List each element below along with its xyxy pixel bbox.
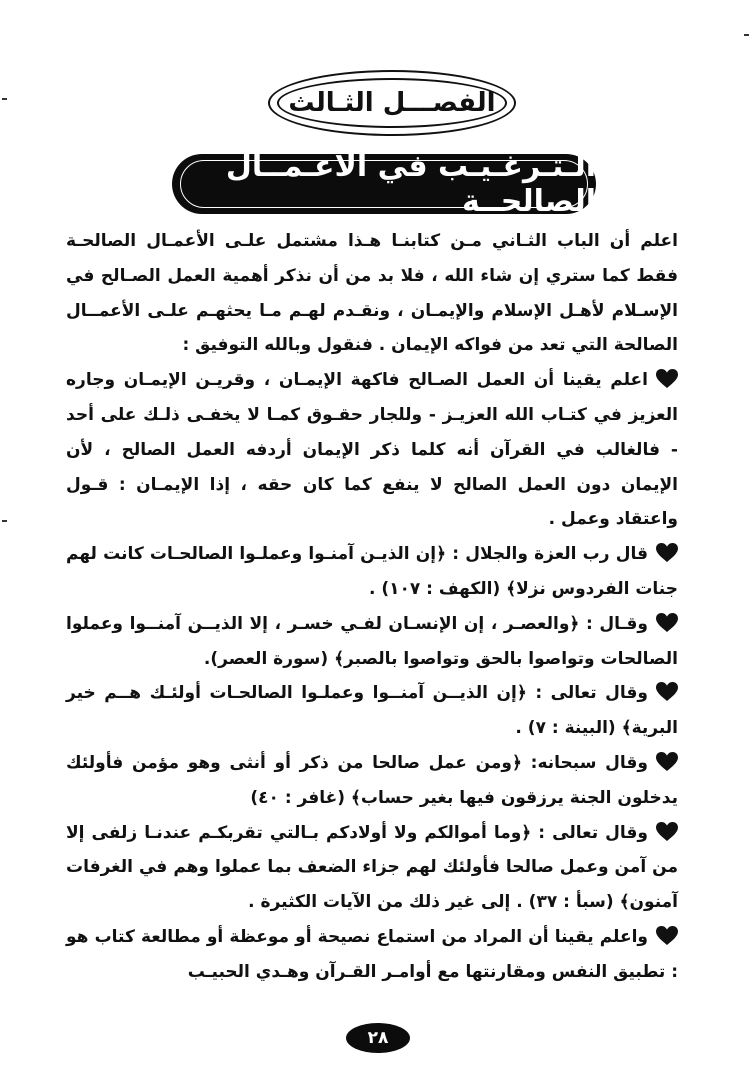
heart-icon (656, 613, 678, 633)
section-title: الـتـرغـيـب في الأعـمــال الصالحــة (225, 149, 596, 219)
chapter-heading-frame (268, 70, 516, 136)
scan-mark-middle (2, 520, 7, 522)
paragraph (66, 816, 678, 920)
paragraph-text: واعلم يقينا أن المراد من استماع نصيحة أو موعظة أو مطالعة كتاب هو : تطبيق النفس ومقارنتها مع أوامـر القـرآن وهـدي الحبيـب (66, 926, 678, 982)
paragraph (66, 607, 678, 677)
paragraph-text: وقـال : ﴿والعصـر ، إن الإنسـان لفـي خسـر ، إلا الذيــن آمنــوا وعملوا الصالحات وتواصوا بالحق وتواصوا بالصبر﴾ (سورة العصر). (66, 613, 678, 669)
paragraph-text: وقال سبحانه: ﴿ومن عمل صالحا من ذكر أو أنثى وهو مؤمن فأولئك يدخلون الجنة يرزقون فيها بغير حساب﴾ (غافر : ٤٠) (66, 752, 678, 808)
paragraph (66, 676, 678, 746)
scan-mark-top (2, 98, 7, 100)
paragraph (66, 746, 678, 816)
paragraph-text: اعلم أن الباب الثـاني مـن كتابنـا هـذا مشتمل علـى الأعمـال الصالحـة فقط كما ستري إن شاء الله ، فلا بد من أن نذكر أهمية العمل الصـالح في الإسـلام لأهـل الإسلام والإيمـان ، ونقـدم لهـم مـا يحثهـم علـى الأعمــال الصالحة التي تعد من فواكه الإيمان . فنقول وبالله التوفيق : (66, 231, 678, 356)
paragraph-text: وقال تعالى : ﴿وما أموالكم ولا أولادكم بـالتي تقربكـم عندنـا زلفى إلا من آمن وعمل صالحا فأولئك لهم جزاء الضعف بما عملوا وهم في الغرفات آمنون﴾ (سبأ : ٣٧) . إلى غير ذلك من الآيات الكثيرة . (66, 822, 678, 913)
paragraph (66, 363, 678, 537)
section-title-banner (172, 149, 596, 219)
scan-mark-right (744, 34, 749, 36)
paragraph-text: وقال تعالى : ﴿إن الذيــن آمنــوا وعملـوا الصالحـات أولئـك هــم خير البرية﴾ (البينة : ٧) . (66, 683, 678, 739)
heart-icon (656, 822, 678, 842)
paragraph (66, 537, 678, 607)
page-number-badge (346, 1023, 410, 1053)
heart-icon (656, 369, 678, 389)
heart-icon (656, 682, 678, 702)
heart-icon (656, 543, 678, 563)
heart-icon (656, 926, 678, 946)
paragraph (66, 224, 678, 363)
heart-icon (656, 752, 678, 772)
paragraph (66, 920, 678, 990)
paragraph-text: اعلم يقينا أن العمل الصـالح فاكهة الإيمـان ، وقريـن الإيمـان وجاره العزيز في كتـاب الله العزيـز - وللجار حقـوق كمـا لا يخفـى ذلـك على أحد - فالغالب في القرآن أنه كلما ذكر الإيمان أردفه العمل الصالح ، لأن الإيمان دون العمل الصالح لا ينفع كما كان حقه ، إذا الإيمـان : قـول واعتقاد وعمل . (66, 370, 678, 530)
body-text (66, 224, 678, 990)
paragraph-text: قال رب العزة والجلال : ﴿إن الذيـن آمنـوا وعملـوا الصالحـات كانت لهم جنات الفردوس نزلا﴾ (الكهف : ١٠٧) . (66, 544, 678, 599)
page-number: ٢٨ (367, 1028, 389, 1048)
chapter-heading: الفصـــل الثـالث (277, 78, 507, 128)
